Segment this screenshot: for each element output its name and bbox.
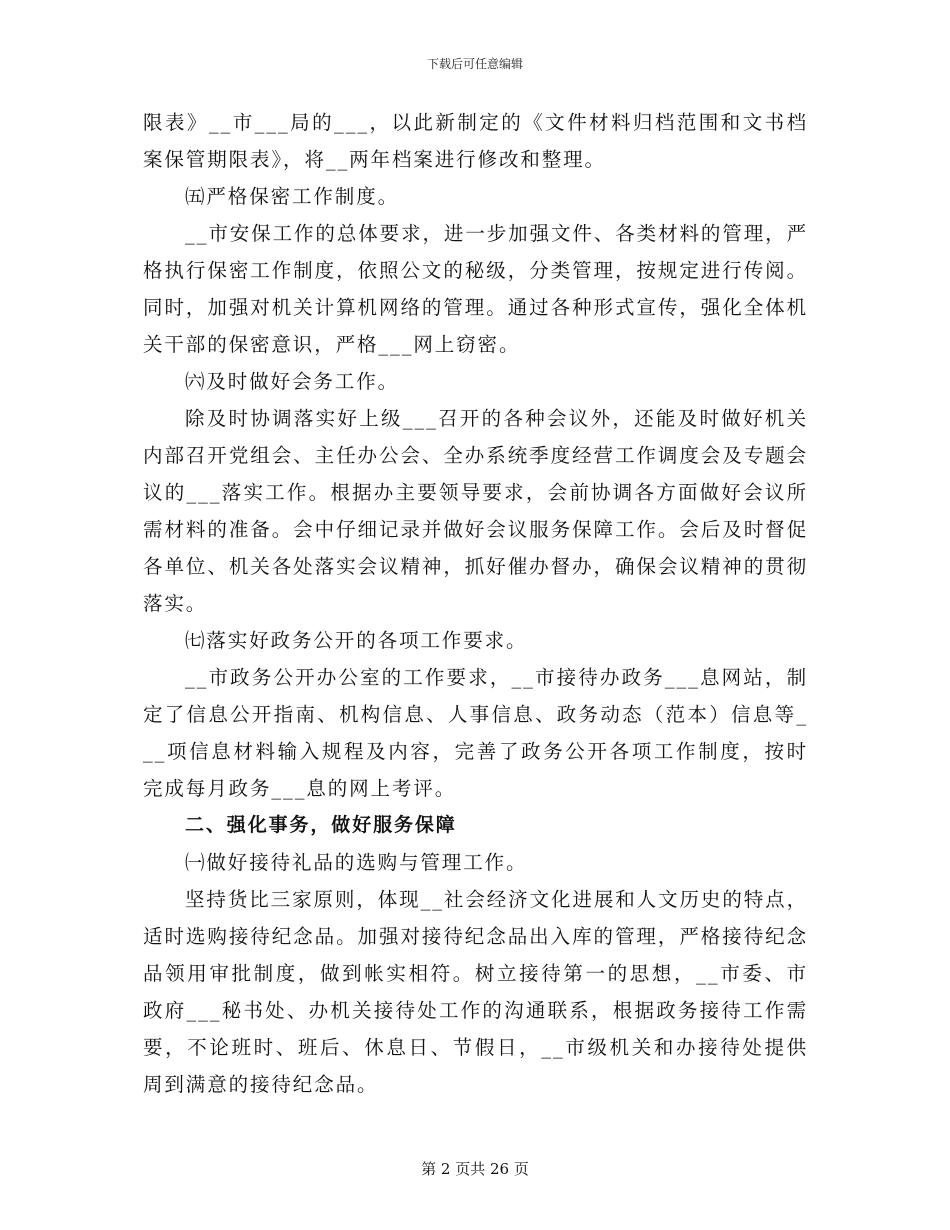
paragraph-public-affairs: __市政务公开办公室的工作要求，__市接待办政务___息网站，制定了信息公开指南、机构信息、人事信息、政务动态（范本）信息等___项信息材料输入规程及内容，完善了政务公开各项工作制度，按时完成每月政务___息的网上考评。 xyxy=(143,666,808,800)
section-item-7: ㈦落实好政务公开的各项工作要求。 xyxy=(185,629,528,652)
paragraph-gifts: 坚持货比三家原则，体现__社会经济文化进展和人文历史的特点，适时选购接待纪念品。加强对接待纪念品出入库的管理，严格接待纪念品领用审批制度，做到帐实相符。树立接待第一的思想，__市委、市政府___秘书处、办机关接待处工作的沟通联系，根据政务接待工作需要，不论班时、班后、休息日、节假日，__市级机关和办接待处提供周到满意的接待纪念品。 xyxy=(143,888,808,1096)
paragraph-continuation: 限表》__市___局的___，以此新制定的《文件材料归档范围和文书档案保管期限表》，将__两年档案进行修改和整理。 xyxy=(143,111,808,171)
page-header: 下载后可任意编辑 xyxy=(426,57,523,71)
paragraph-meetings: 除及时协调落实好上级___召开的各种会议外，还能及时做好机关内部召开党组会、主任办公会、全办系统季度经营工作调度会及专题会议的___落实工作。根据办主要领导要求，会前协调各方面做好会议所需材料的准备。会中仔细记录并做好会议服务保障工作。会后及时督促各单位、机关各处落实会议精神，抓好催办督办，确保会议精神的贯彻落实。 xyxy=(143,407,808,615)
page-footer: 第 2 页共 26 页 xyxy=(421,1160,529,1178)
document-body xyxy=(143,104,808,1103)
paragraph-confidentiality: __市安保工作的总体要求，进一步加强文件、各类材料的管理，严格执行保密工作制度，依照公文的秘级，分类管理，按规定进行传阅。同时，加强对机关计算机网络的管理。通过各种形式宣传，强化全体机关干部的保密意识，严格___网上窃密。 xyxy=(143,222,808,356)
section-item-6: ㈥及时做好会务工作。 xyxy=(185,370,400,393)
section-item-1: ㈠做好接待礼品的选购与管理工作。 xyxy=(185,851,528,874)
section-heading-2: 二、强化事务，做好服务保障 xyxy=(185,814,457,836)
section-item-5: ㈤严格保密工作制度。 xyxy=(185,185,400,208)
